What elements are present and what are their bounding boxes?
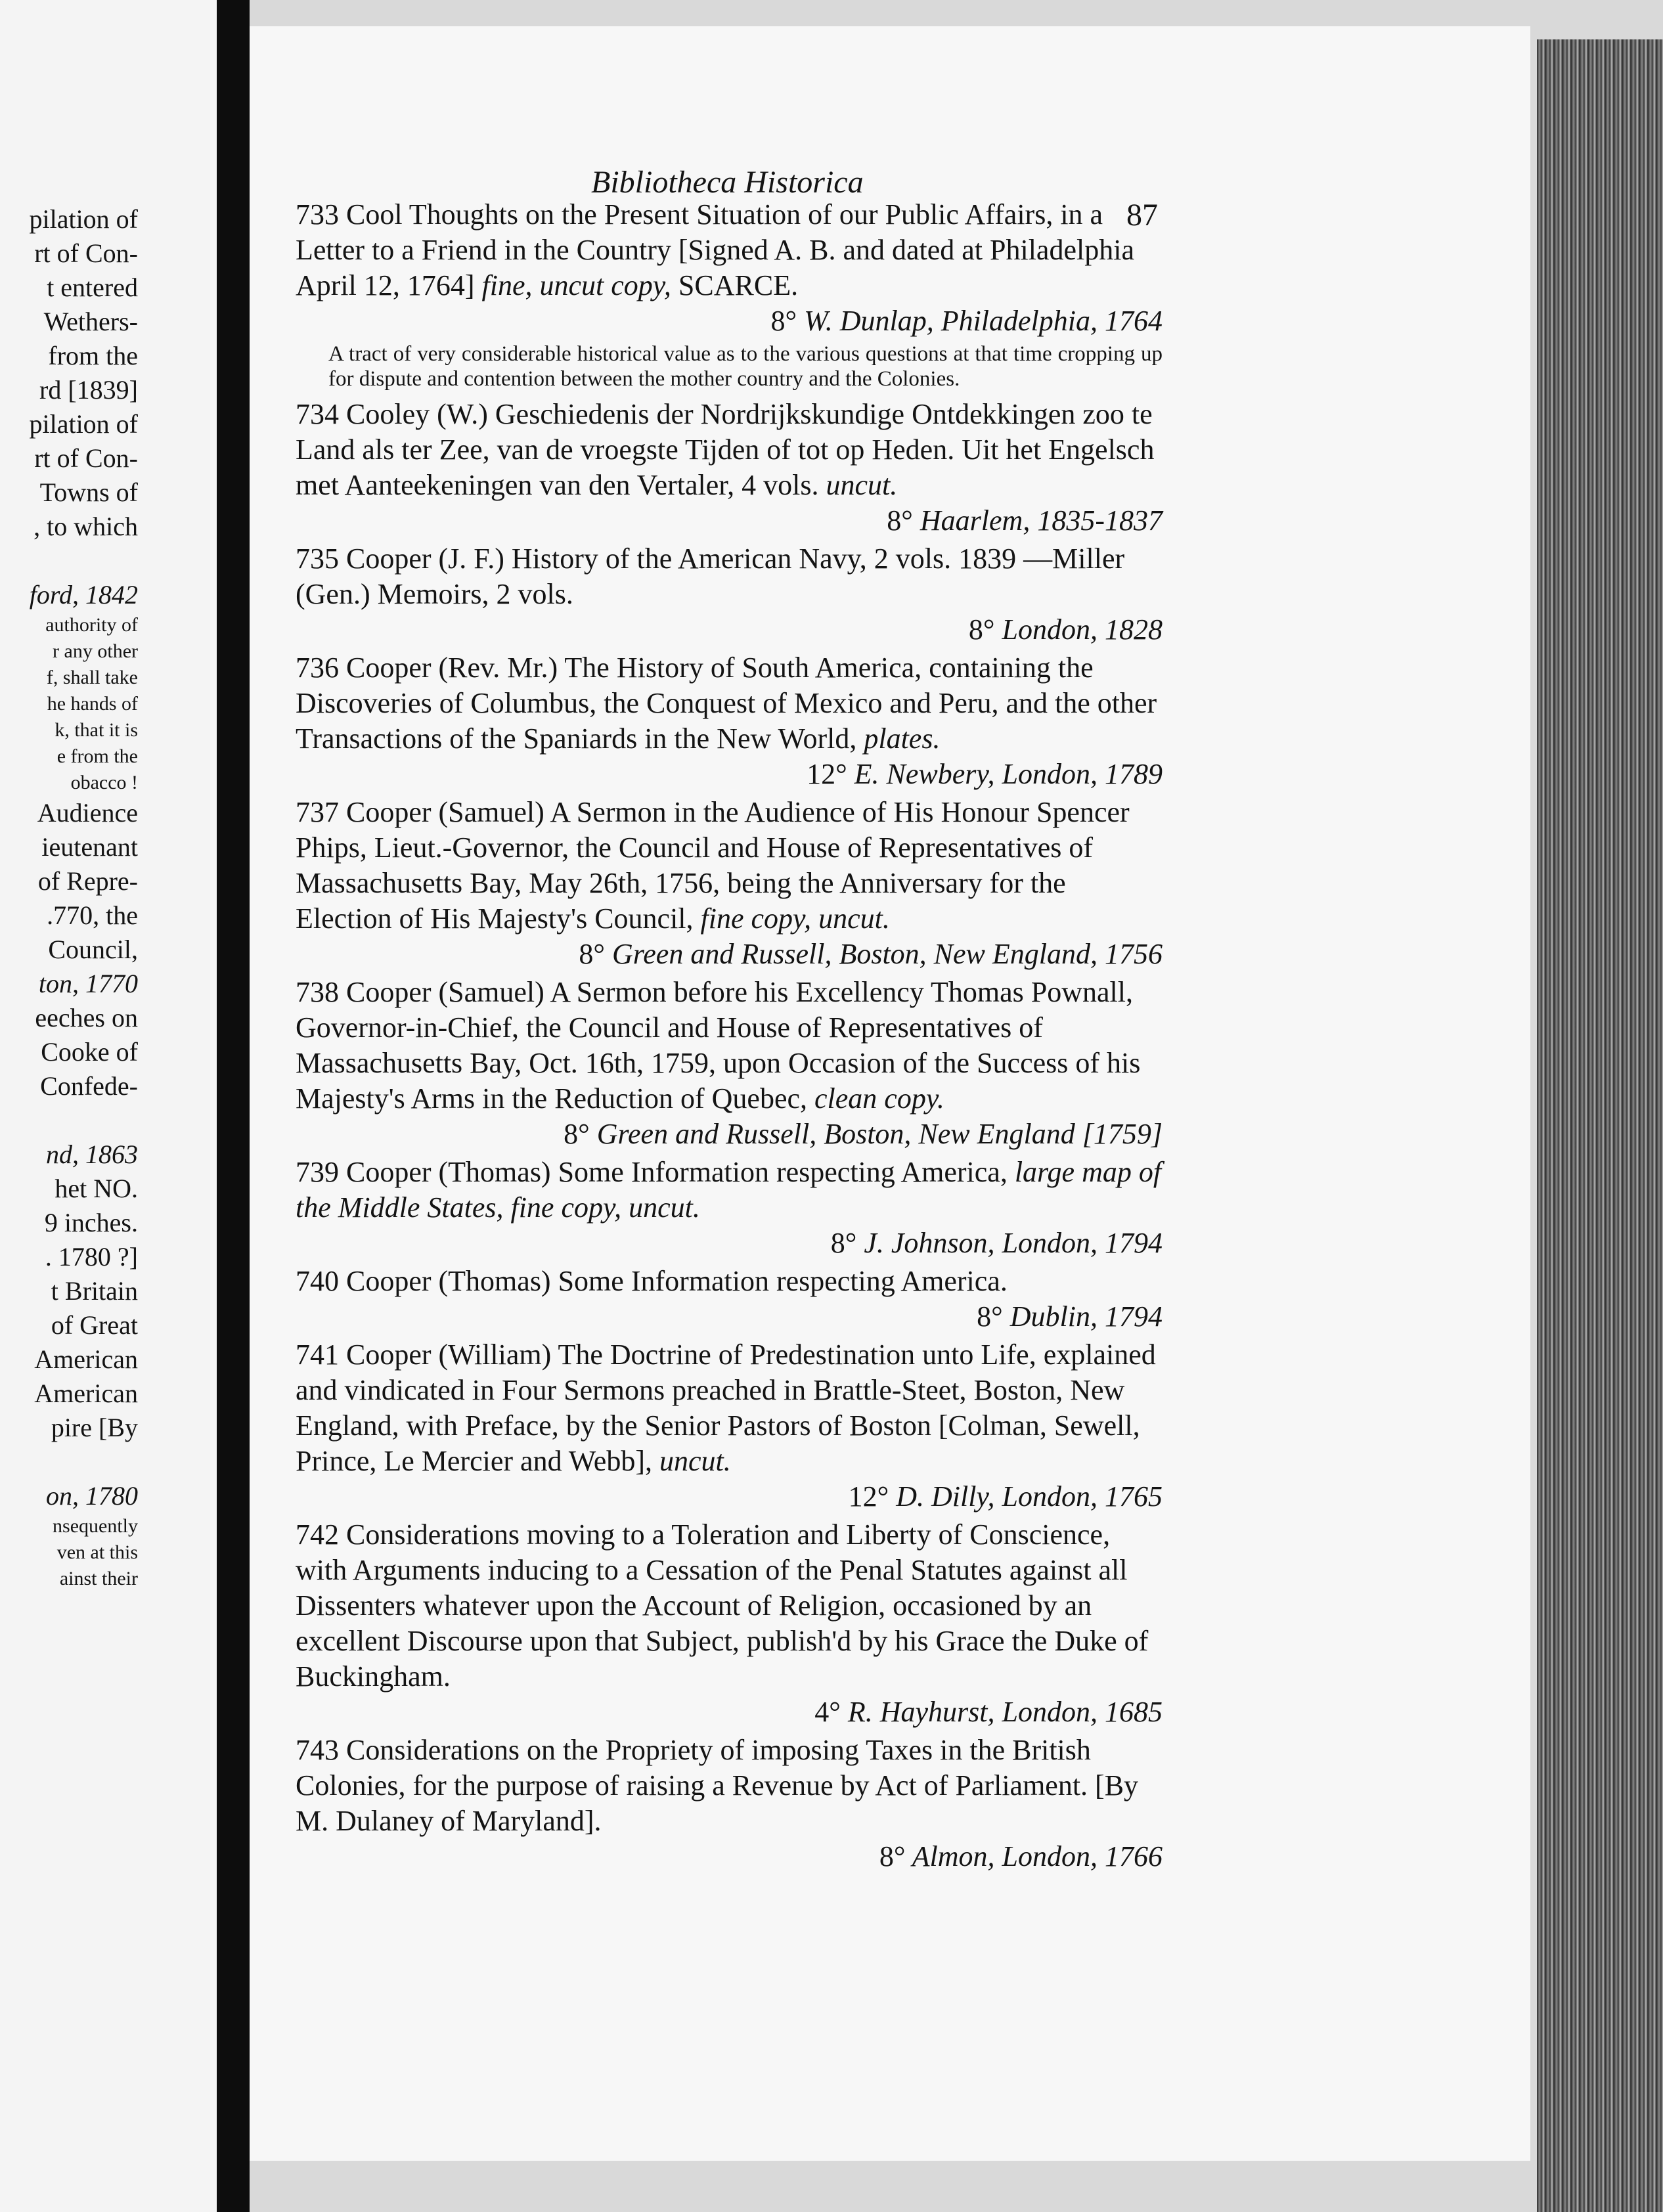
entry-format: 8° xyxy=(887,504,913,537)
entry-number: 733 xyxy=(296,198,339,231)
left-page-line xyxy=(0,1103,138,1138)
left-page-text xyxy=(0,202,138,1592)
entry-imprint: Green and Russell, Boston, New England, 1756 xyxy=(612,938,1163,970)
entry xyxy=(296,1155,1163,1261)
catalogue-entries xyxy=(296,197,1163,1877)
entry-format: 8° xyxy=(879,1840,906,1872)
left-page-line: ainst their xyxy=(59,1568,138,1589)
entry-number: 737 xyxy=(296,796,339,828)
left-page-line: rt of Con- xyxy=(34,443,138,473)
entry-format: 8° xyxy=(579,938,606,970)
entry-title: Cooper (J. F.) History of the American Navy, 2 vols. 1839 —Miller (Gen.) Memoirs, 2 vols. xyxy=(296,542,1125,610)
entry-rarity: SCARCE. xyxy=(678,269,799,301)
entry-title: Considerations moving to a Toleration and Liberty of Conscience, with Arguments inducing to a Cessation of the Penal Statutes against all Dissenters whatever upon the Account of Religion, occasioned by an excellent Discourse upon that Subject, publish'd by his Grace the Duke of Buckingham. xyxy=(296,1518,1149,1692)
left-page-line: k, that it is xyxy=(55,719,138,741)
entry xyxy=(296,397,1163,539)
entry-number: 735 xyxy=(296,542,339,575)
left-page-line: t entered xyxy=(47,273,138,302)
entry-number: 734 xyxy=(296,398,339,430)
left-page-line: , to which xyxy=(33,512,138,541)
entry-format: 4° xyxy=(814,1696,841,1728)
entry xyxy=(296,541,1163,648)
left-page-line: e from the xyxy=(56,745,138,767)
left-page-line xyxy=(0,1445,138,1479)
left-page-line: rd [1839] xyxy=(39,375,138,405)
page-number: 87 xyxy=(1126,198,1158,232)
entry-condition: uncut. xyxy=(659,1445,731,1477)
entry-number: 743 xyxy=(296,1734,339,1766)
left-page-line: Towns of xyxy=(39,477,138,507)
entry-title: Cooper (Rev. Mr.) The History of South America, containing the Discoveries of Columbus, the Conquest of Mexico and Peru, and the other Transactions of the Spaniards in the New World, xyxy=(296,652,1157,755)
entry-imprint: London, 1828 xyxy=(1002,613,1163,646)
left-page-line: obacco ! xyxy=(70,772,138,793)
left-page-line: ven at this xyxy=(56,1541,138,1563)
entry xyxy=(296,197,1163,391)
entry-condition: plates. xyxy=(864,722,941,755)
entry-imprint: R. Hayhurst, London, 1685 xyxy=(847,1696,1163,1728)
entry-condition: clean copy. xyxy=(814,1082,944,1115)
entry xyxy=(296,1733,1163,1874)
left-page-line: Confede- xyxy=(40,1071,138,1101)
left-page-line: r any other xyxy=(53,640,138,662)
entry-number: 738 xyxy=(296,976,339,1008)
entry-number: 741 xyxy=(296,1338,339,1371)
entry-number: 740 xyxy=(296,1265,339,1297)
left-page-line: pire [By xyxy=(51,1413,138,1442)
left-page-line: .770, the xyxy=(47,900,138,930)
left-page xyxy=(0,0,217,2212)
entry-format: 8° xyxy=(977,1300,1003,1333)
left-page-line: pilation of xyxy=(29,204,138,234)
entry-condition: uncut. xyxy=(826,469,898,501)
left-page-line: pilation of xyxy=(29,409,138,439)
left-page-line: ton, 1770 xyxy=(38,969,138,998)
entry-number: 736 xyxy=(296,652,339,684)
book-gutter xyxy=(217,0,250,2212)
left-page-line: ford, 1842 xyxy=(29,580,138,609)
left-page-line: nsequently xyxy=(53,1515,138,1537)
entry xyxy=(296,1517,1163,1730)
left-page-line: he hands of xyxy=(47,693,138,715)
left-page-line: of Repre- xyxy=(37,866,138,896)
entry xyxy=(296,795,1163,972)
entry-imprint: E. Newbery, London, 1789 xyxy=(854,758,1163,790)
entry-title: Cooley (W.) Geschiedenis der Nordrijkskundige Ontdekkingen zoo te Land als ter Zee, van de vroegste Tijden of tot op Heden. Uit het Engelsch met Aanteekeningen van den Vertaler, 4 vols. xyxy=(296,398,1155,501)
left-page-line: Audience xyxy=(37,798,138,828)
left-page-line: American xyxy=(34,1344,138,1374)
left-page-line: American xyxy=(34,1379,138,1408)
left-page-line: . 1780 ?] xyxy=(45,1242,138,1272)
entry xyxy=(296,1264,1163,1335)
entry-format: 12° xyxy=(848,1480,889,1513)
entry-note: A tract of very considerable historical value as to the various questions at that time cropping up for dispute and contention between the mother country and the Colonies. xyxy=(328,342,1163,391)
entry-condition: fine copy, uncut. xyxy=(700,902,890,935)
entry-number: 742 xyxy=(296,1518,339,1551)
entry-imprint: Dublin, 1794 xyxy=(1009,1300,1163,1333)
left-page-line: Cooke of xyxy=(41,1037,138,1067)
entry xyxy=(296,1337,1163,1515)
entry-title: Cooper (Samuel) A Sermon before his Excellency Thomas Pownall, Governor-in-Chief, the Council and House of Representatives of Massachusetts Bay, Oct. 16th, 1759, upon Occasion of the Success of his Majesty's Arms in the Reduction of Quebec, xyxy=(296,976,1141,1115)
entry-imprint: D. Dilly, London, 1765 xyxy=(896,1480,1163,1513)
left-page-line: on, 1780 xyxy=(46,1481,138,1511)
left-page-line: rt of Con- xyxy=(34,238,138,268)
left-page-line: Wethers- xyxy=(43,307,138,336)
running-header: Bibliotheca Historica xyxy=(591,165,864,200)
entry-condition: fine, uncut copy, xyxy=(481,269,671,301)
entry-format: 8° xyxy=(770,305,797,337)
entry-title: Cooper (Thomas) Some Information respecting America. xyxy=(346,1265,1008,1297)
entry xyxy=(296,975,1163,1152)
entry-imprint: Almon, London, 1766 xyxy=(912,1840,1163,1872)
entry-title: Cool Thoughts on the Present Situation of our Public Affairs, in a Letter to a Friend in the Country [Signed A. B. and dated at Philadelphia April 12, 1764] xyxy=(296,198,1134,301)
entry-format: 8° xyxy=(830,1227,857,1259)
left-page-line xyxy=(0,544,138,578)
entry-format: 8° xyxy=(968,613,995,646)
left-page-line: het NO. xyxy=(55,1174,138,1203)
entry-title: Cooper (Thomas) Some Information respecting America, xyxy=(346,1156,1008,1188)
entry-format: 8° xyxy=(564,1118,590,1150)
entry-imprint: Green and Russell, Boston, New England [1759] xyxy=(596,1118,1163,1150)
entry-format: 12° xyxy=(807,758,847,790)
left-page-line: from the xyxy=(48,341,138,370)
left-page-line: f, shall take xyxy=(46,667,138,688)
entry xyxy=(296,650,1163,792)
entry-title: Cooper (William) The Doctrine of Predestination unto Life, explained and vindicated in Four Sermons preached in Brattle-Steet, Boston, New England, with Preface, by the Senior Pastors of Boston [Colman, Sewell, Prince, Le Mercier and Webb], xyxy=(296,1338,1156,1477)
entry-imprint: Haarlem, 1835-1837 xyxy=(920,504,1163,537)
left-page-line: Council, xyxy=(48,935,138,964)
entry-imprint: J. Johnson, London, 1794 xyxy=(864,1227,1163,1259)
left-page-line: authority of xyxy=(45,614,138,636)
left-page-line: ieutenant xyxy=(41,832,138,862)
left-page-line: of Great xyxy=(51,1310,138,1340)
left-page-line: t Britain xyxy=(51,1276,138,1306)
left-page-line: nd, 1863 xyxy=(46,1139,138,1169)
entry-title: Considerations on the Propriety of imposing Taxes in the British Colonies, for the purpose of raising a Revenue by Act of Parliament. [By M. Dulaney of Maryland]. xyxy=(296,1734,1139,1837)
page-edges xyxy=(1537,39,1663,2212)
entry-title: Cooper (Samuel) A Sermon in the Audience of His Honour Spencer Phips, Lieut.-Governor, the Council and House of Representatives of Massachusetts Bay, May 26th, 1756, being the Anniversary for the Election of His Majesty's Council, xyxy=(296,796,1130,935)
entry-number: 739 xyxy=(296,1156,339,1188)
left-page-line: eeches on xyxy=(35,1003,138,1032)
entry-condition: large map of the Middle States, fine copy, uncut. xyxy=(296,1156,1162,1224)
left-page-line: 9 inches. xyxy=(44,1208,138,1237)
entry-imprint: W. Dunlap, Philadelphia, 1764 xyxy=(804,305,1163,337)
